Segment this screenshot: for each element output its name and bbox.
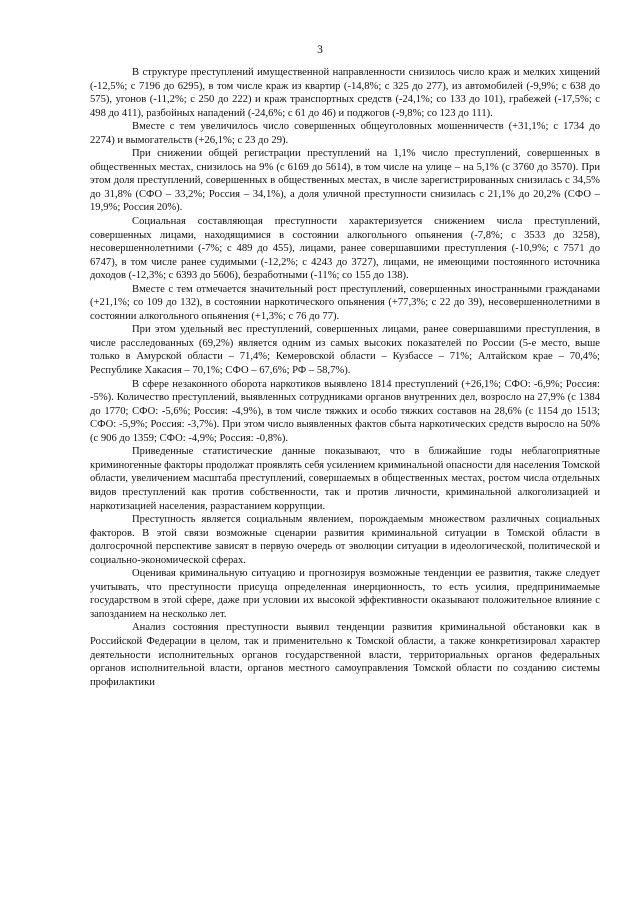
- paragraph-growth-foreigners: Вместе с тем отмечается значительный рост преступлений, совершенных иностранными гражданами (+21,1%; со 109 до 132), в состоянии наркотического опьянения (+77,3%; с 22 до 39), несовершеннолетними в состоянии алкогольного опьянения (+1,3%; с 76 до 77).: [90, 283, 600, 322]
- paragraph-analysis: Анализ состояния преступности выявил тенденции развития криминальной обстановки как в Российской Федерации в целом, так и применительно к Томской области, а также конкретизировал характер деятельности исполнительных органов государственной власти, территориальных органов федеральных органов исполнительной власти, органов местного самоуправления Томской области по созданию системы профилактики: [90, 622, 600, 688]
- paragraph-social-phenomenon: Преступность является социальным явлением, порождаемым множеством различных социальных факторов. В этой связи возможные сценарии развития криминальной ситуации в Томской области в долгосрочной перспективе зависят в первую очередь от эволюции ситуации в идеологической, политической и социально-экономической сферах.: [90, 514, 600, 566]
- paragraph-forecast: Приведенные статистические данные показывают, что в ближайшие годы неблагоприятные криминогенные факторы продолжат проявлять себя усилением криминальной опасности для населения Томской области, увеличением масштаба преступлений, совершаемых в общественных местах, ростом числа отдельных видов преступлений как против собственности, так и против личности, криминальной алкоголизацией и наркотизацией населения, разрастанием коррупции.: [90, 446, 601, 512]
- paragraph-fraud-extortion: Вместе с тем увеличилось число совершенных общеуголовных мошенничеств (+31,1%; с 1734 до 2274) и вымогательств (+26,1%; с 23 до 29).: [90, 121, 600, 146]
- paragraph-drug-trafficking: В сфере незаконного оборота наркотиков выявлено 1814 преступлений (+26,1%; СФО: -6,9%; Россия: -5%). Количество преступлений, выявленных сотрудниками органов внутренних дел, возросло на 27,9% (с 1384 до 1770; СФО: -5,6%; Россия: -4,9%), в том числе тяжких и особо тяжких составов на 28,6% (с 1154 до 1513; СФО: -5,9%; Россия: -3,7%). При этом число выявленных фактов сбыта наркотических средств выросло на 50% (с 906 до 1359; СФО: -4,9%; Россия: -0,8%).: [90, 378, 600, 444]
- paragraph-recidivism-share: При этом удельный вес преступлений, совершенных лицами, ранее совершавшими преступления, в числе расследованных (69,2%) является одним из самых высоких показателей по России (5-е место, выше только в Амурской области – 71,4%; Кемеровской области – Кузбассе – 71%; Алтайском крае – 70,4%; Республике Хакасия – 70,1%; СФО – 67,6%; РФ – 58,7%).: [90, 324, 600, 377]
- paragraph-inertia: Оценивая криминальную ситуацию и прогнозируя возможные тенденции ее развития, также следует учитывать, что преступности присуща определенная инерционность, то есть усилия, предпринимаемые государством в этой сфере, даже при условии их высокой эффективности оказывают положительное влияние с запозданием на несколько лет.: [90, 568, 600, 620]
- paragraph-social-component: Социальная составляющая преступности характеризуется снижением числа преступлений, совершенных лицами, находящимися в состоянии алкогольного опьянения (-7,8%; с 3533 до 3258), несовершеннолетними (-7%; с 489 до 455), лицами, ранее совершавшими преступления (-10,9%; с 7571 до 6747), в том числе ранее судимыми (-12,2%; с 4243 до 3727), лицами, не имеющими постоянного источника доходов (-12,3%; с 6393 до 5606), безработными (-11%; со 155 до 138).: [90, 216, 600, 282]
- page-number: 3: [317, 44, 323, 56]
- document-body: [90, 66, 600, 689]
- paragraph-property-crimes: В структуре преступлений имущественной направленности снизилось число краж и мелких хищений (-12,5%; с 7196 до 6295), в том числе краж из квартир (-14,8%; с 325 до 277), из автомобилей (-9,9%; с 638 до 575), угонов (-11,2%; с 250 до 222) и краж транспортных средств (-24,1%; со 133 до 101), грабежей (-17,5%; с 498 до 411), разбойных нападений (-24,6%; с 61 до 46) и поджогов (-9,8%; со 123 до 111).: [90, 67, 600, 119]
- paragraph-public-places: При снижении общей регистрации преступлений на 1,1% число преступлений, совершенных в общественных местах, снизилось на 9% (с 6169 до 5614), в том числе на улице – на 5,1% (с 3760 до 3570). При этом доля преступлений, совершенных в общественных местах, в числе зарегистрированных снизилась с 34,5% до 31,8% (СФО – 33,2%; Россия – 34,1%), а доля уличной преступности снизилась с 21,1% до 20,2% (СФО – 19,9%; Россия 20%).: [90, 148, 600, 214]
